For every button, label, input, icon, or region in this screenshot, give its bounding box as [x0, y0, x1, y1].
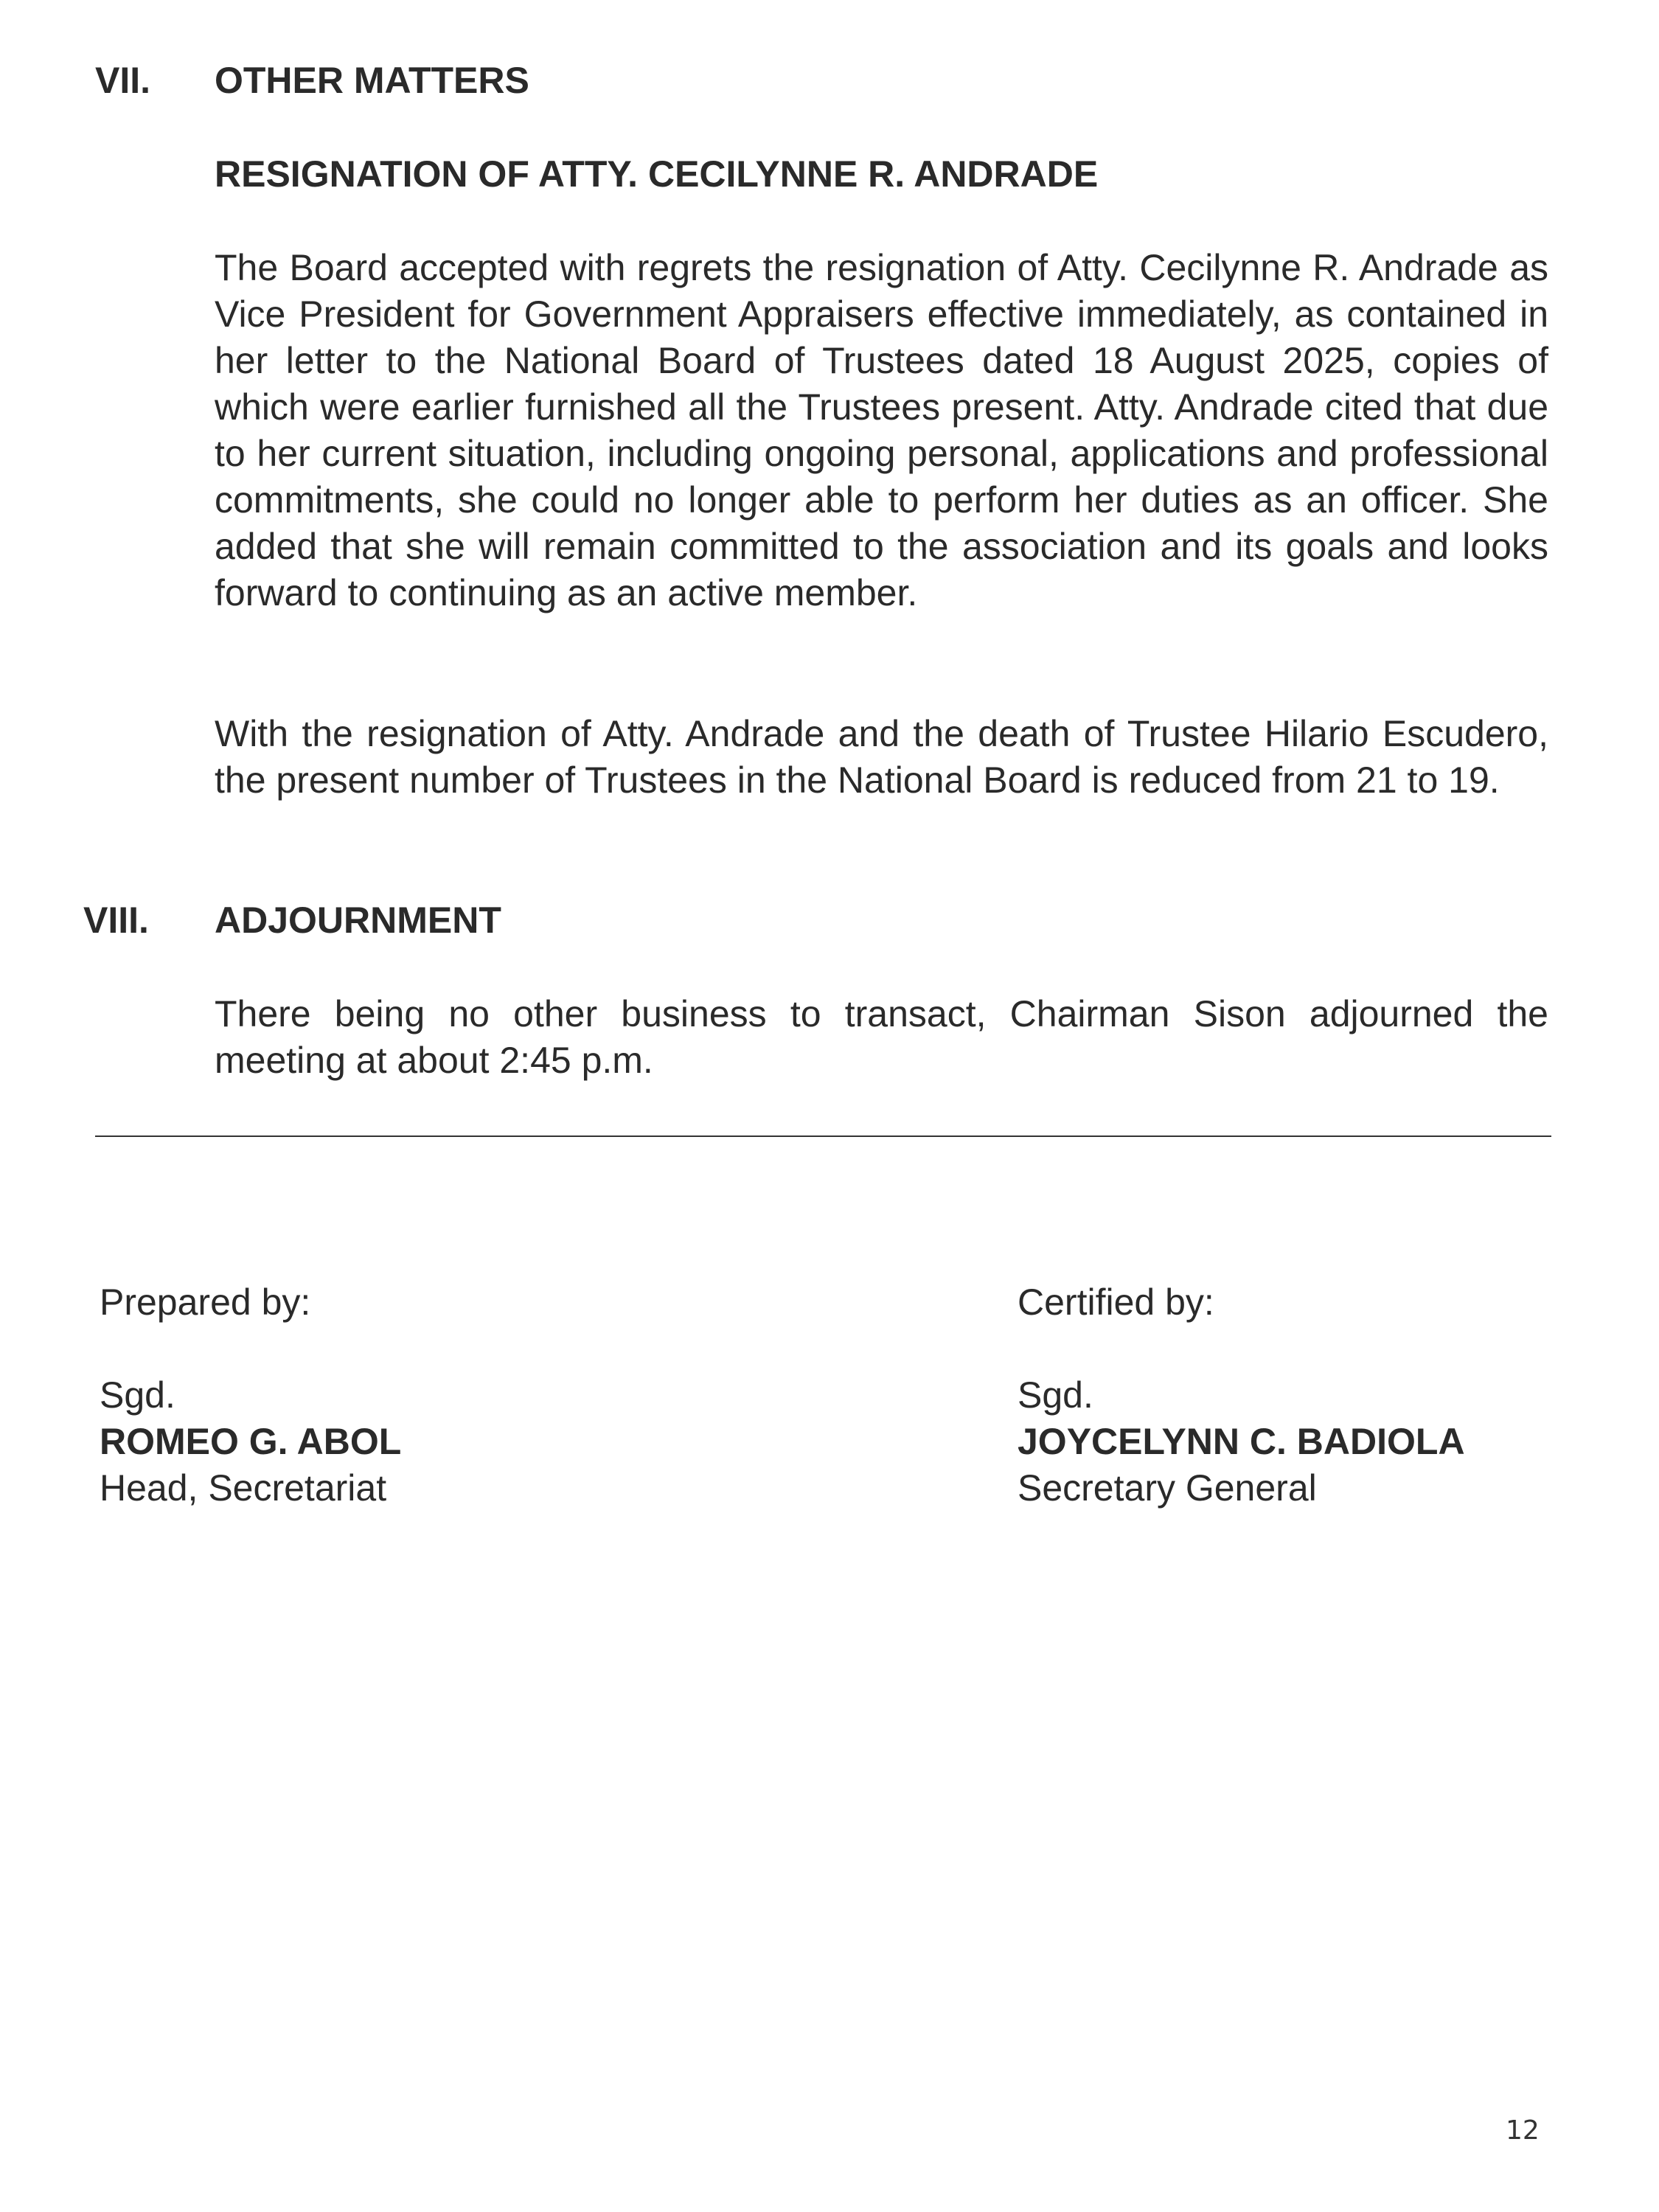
spacer	[1018, 1326, 1465, 1372]
paragraph-trustees-count: With the resignation of Atty. Andrade and the death of Trustee Hilario Escudero, the present number of Trustees in the National Board is reduced from 21 to 19.	[215, 713, 1548, 801]
horizontal-divider	[95, 1135, 1551, 1137]
section-number-viii: VIII.	[83, 900, 149, 941]
paragraph-resignation: The Board accepted with regrets the resignation of Atty. Cecilynne R. Andrade as Vice President for Government Appraisers effective immediately, as contained in her letter to the National Board of Trustees dated 18 August 2025, copies of which were earlier furnished all the Trustees present. Atty. Andrade cited that due to her current situation, including ongoing personal, applications and professional commitments, she could no longer able to perform her duties as an officer. She added that she will remain committed to the association and its goals and looks forward to continuing as an active member.	[215, 247, 1548, 613]
paragraph-adjournment: There being no other business to transact, Chairman Sison adjourned the meeting at about 2:45 p.m.	[215, 993, 1548, 1081]
section-title-adjournment: ADJOURNMENT	[215, 900, 501, 941]
certified-by-label: Certified by:	[1018, 1281, 1214, 1323]
section-number-vii: VII.	[95, 60, 151, 101]
certified-name: JOYCELYNN C. BADIOLA	[1018, 1421, 1465, 1462]
certified-sgd: Sgd.	[1018, 1374, 1093, 1416]
page-number: 12	[1506, 2115, 1540, 2146]
spacer	[100, 1326, 401, 1372]
certified-title: Secretary General	[1018, 1467, 1317, 1509]
section-title-other-matters: OTHER MATTERS	[215, 60, 529, 101]
prepared-by-label: Prepared by:	[100, 1281, 311, 1323]
signature-block-prepared	[100, 1279, 401, 1512]
signature-block-certified	[1018, 1279, 1465, 1512]
prepared-sgd: Sgd.	[100, 1374, 175, 1416]
prepared-title: Head, Secretariat	[100, 1467, 387, 1509]
subheading-resignation: RESIGNATION OF ATTY. CECILYNNE R. ANDRADE	[215, 153, 1099, 195]
prepared-name: ROMEO G. ABOL	[100, 1421, 402, 1462]
